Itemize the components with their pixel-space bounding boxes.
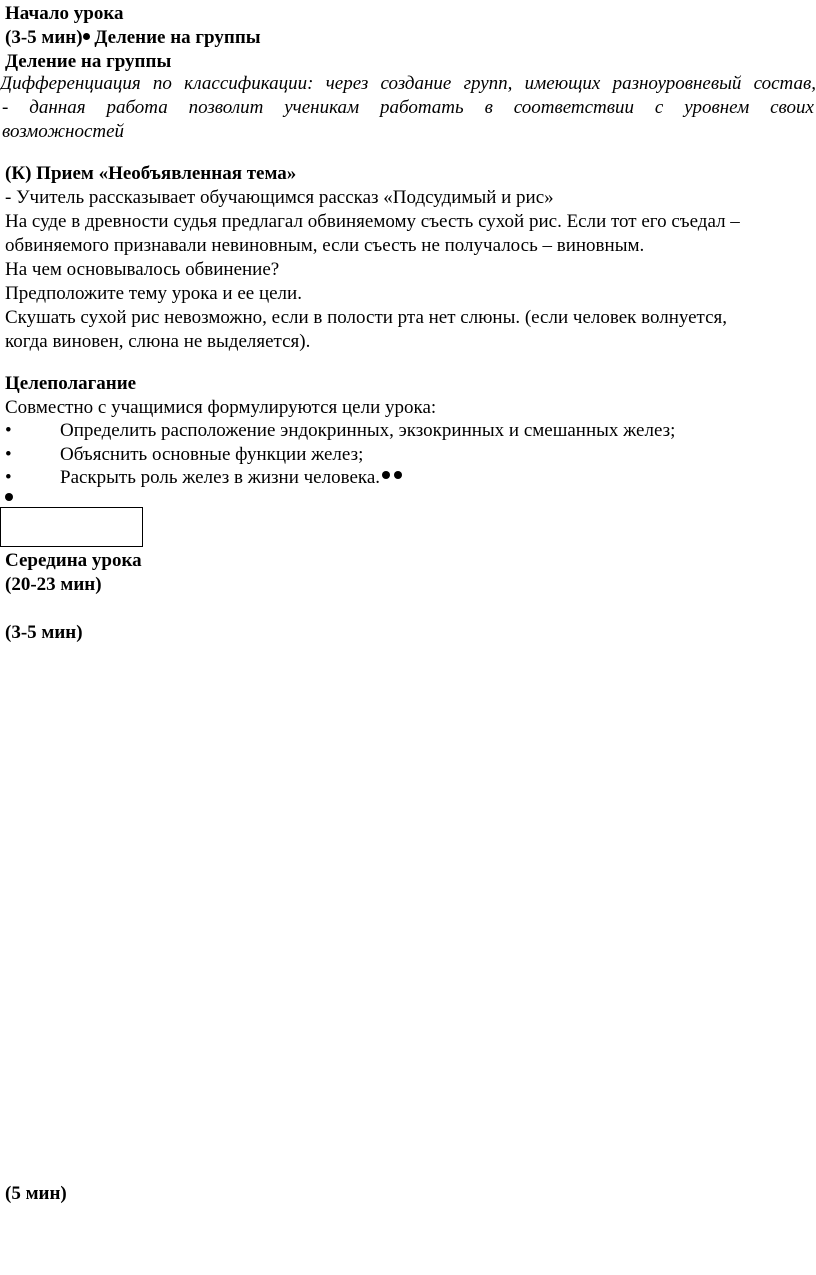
goal-bullet: •	[5, 444, 12, 465]
division-heading: Деление на группы	[5, 51, 172, 72]
goal-bullet: •	[5, 420, 12, 441]
goal-text: Раскрыть роль желез в жизни человека.	[60, 467, 381, 488]
story-answer-line-2: когда виновен, слюна не выделяется).	[5, 331, 311, 352]
lesson-middle-time-3: (5 мин)	[5, 1183, 67, 1204]
goal-setting-heading: Целеполагание	[5, 373, 137, 394]
goal-item	[5, 466, 404, 490]
bullet-dot-icon	[382, 471, 390, 479]
lesson-middle-time-2: (3-5 мин)	[5, 622, 83, 643]
differentiation-line-1: Дифференциация по классификации: через создание групп, имеющих разноуровневый состав,	[0, 73, 816, 94]
goal-bullet: •	[5, 467, 12, 488]
lesson-middle-title: Середина урока	[5, 550, 142, 571]
bullet-dot-icon	[83, 33, 90, 40]
division-inline-label: Деление на группы	[94, 27, 261, 48]
story-line-1: На суде в древности судья предлагал обвиняемому съесть сухой рис. Если тот его съедал –	[5, 211, 740, 232]
lesson-start-time: (3-5 мин)	[5, 27, 83, 48]
lesson-start-time-row	[5, 26, 261, 50]
goal-text: Объяснить основные функции желез;	[60, 444, 364, 465]
goal-text: Определить расположение эндокринных, экзокринных и смешанных желез;	[60, 420, 676, 441]
story-line-2: обвиняемого признавали невиновным, если съесть не получалось – виновным.	[5, 235, 645, 256]
technique-intro: - Учитель рассказывает обучающимся рассказ «Подсудимый и рис»	[5, 187, 554, 208]
bullet-dot-icon	[5, 493, 13, 501]
goal-item	[5, 443, 363, 467]
empty-box	[0, 507, 143, 547]
differentiation-line-2: - данная работа позволит ученикам работать в соответствии с уровнем своих	[2, 97, 814, 118]
goal-item	[5, 419, 675, 443]
differentiation-line-3: возможностей	[2, 121, 125, 142]
lesson-start-title: Начало урока	[5, 3, 124, 24]
story-question: На чем основывалось обвинение?	[5, 259, 280, 280]
lesson-middle-time: (20-23 мин)	[5, 574, 102, 595]
story-answer-line-1: Скушать сухой рис невозможно, если в полости рта нет слюны. (если человек волнуется,	[5, 307, 728, 328]
goal-setting-intro: Совместно с учащимися формулируются цели урока:	[5, 397, 437, 418]
story-task: Предположите тему урока и ее цели.	[5, 283, 302, 304]
bullet-dot-icon	[394, 471, 402, 479]
technique-heading: (К) Прием «Необъявленная тема»	[5, 163, 297, 184]
